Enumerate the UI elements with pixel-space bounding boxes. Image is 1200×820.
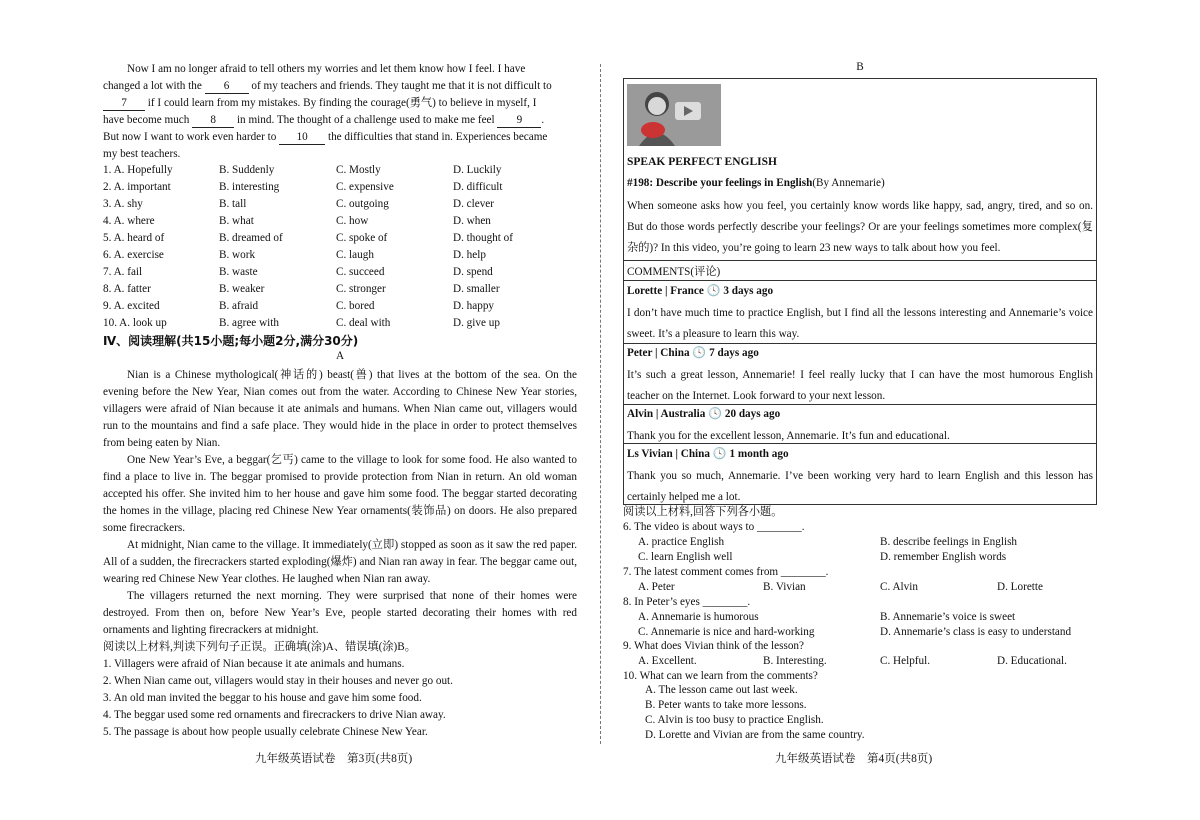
tf-question: 2. When Nian came out, villagers would stay in their houses and never go out. [103, 675, 453, 687]
option-choice[interactable]: 6. A. exercise [103, 249, 164, 261]
option-choice[interactable]: B. interesting [219, 181, 280, 193]
option-row [103, 213, 577, 230]
text: changed a lot with the [103, 80, 202, 92]
comment [627, 446, 1093, 508]
cloze-line: Now I am no longer afraid to tell others my worries and let them know how I feel. I have [127, 63, 526, 75]
text: the difficulties that stand in. Experiences became [327, 131, 548, 143]
part-a-label: A [335, 350, 345, 362]
option-row [103, 179, 577, 196]
option-choice[interactable]: B. agree with [219, 317, 279, 329]
lesson-intro: When someone asks how you feel, you certainly know words like happy, sad, angry, tired, and so on. But do those words perfectly describe your feelings? Or are your feelings sometimes more complex(复杂的)? In this video, you’re going to learn 23 new ways to talk about how you feel. [627, 200, 1093, 254]
option-choice[interactable]: B. weaker [219, 283, 265, 295]
comment-text: I don’t have much time to practice English, but I find all the lessons interesting and Annemarie’s voice sweet. It’s a pleasure to learn this way. [627, 307, 1093, 340]
text: if I could learn from my mistakes. By finding the courage(勇气) to believe in myself, I [147, 97, 537, 109]
blank-9[interactable]: 9 [497, 113, 541, 128]
option-choice[interactable]: C. bored [336, 300, 375, 312]
cloze-line [103, 129, 577, 146]
comment-author: Peter | China [627, 347, 690, 359]
comment-text: Thank you so much, Annemarie. I’ve been working very hard to learn English and this lesson has certainly helped me a lot. [627, 470, 1093, 503]
option-choice[interactable]: D. clever [453, 198, 494, 210]
tf-question: 1. Villagers were afraid of Nian because it ate animals and humans. [103, 658, 405, 670]
option-choice[interactable]: C. how [336, 215, 369, 227]
passage-a [103, 367, 577, 741]
option-choice[interactable]: D. when [453, 215, 491, 227]
q9-option-d[interactable]: D. Educational. [997, 655, 1067, 667]
q10-option-a[interactable]: A. The lesson came out last week. [645, 684, 798, 696]
comments-label: COMMENTS(评论) [627, 266, 721, 278]
cloze-line [103, 95, 577, 112]
option-choice[interactable]: 7. A. fail [103, 266, 143, 278]
q8-stem: 8. In Peter’s eyes ________. [623, 596, 751, 608]
clock-icon: 🕓 [712, 448, 727, 460]
q7-option-b[interactable]: B. Vivian [763, 581, 806, 593]
option-choice[interactable]: B. Suddenly [219, 164, 275, 176]
divider [624, 343, 1096, 344]
q9-option-b[interactable]: B. Interesting. [763, 655, 827, 667]
option-row [103, 264, 577, 281]
q6-option-c[interactable]: C. learn English well [638, 551, 733, 563]
option-choice[interactable]: 5. A. heard of [103, 232, 165, 244]
comment-time: 3 days ago [723, 285, 774, 297]
text: have become much [103, 114, 190, 126]
option-choice[interactable]: D. Luckily [453, 164, 502, 176]
option-choice[interactable]: 3. A. shy [103, 198, 143, 210]
video-page-box [623, 78, 1097, 505]
q9-option-c[interactable]: C. Helpful. [880, 655, 931, 667]
option-choice[interactable]: 1. A. Hopefully [103, 164, 173, 176]
q8-option-d[interactable]: D. Annemarie’s class is easy to understand [880, 626, 1072, 638]
option-choice[interactable]: D. give up [453, 317, 500, 329]
page-footer-left: 九年级英语试卷 第3页(共8页) [255, 753, 413, 765]
comment-text: Thank you for the excellent lesson, Annemarie. It’s fun and educational. [627, 430, 950, 442]
option-choice[interactable]: 8. A. fatter [103, 283, 151, 295]
subtitle-bold: #198: Describe your feelings in English [627, 177, 813, 189]
divider [624, 260, 1096, 261]
text: of my teachers and friends. They taught me that it is not difficult to [251, 80, 552, 92]
option-row [103, 247, 577, 264]
option-row [103, 162, 577, 179]
person-video-icon [627, 84, 721, 146]
part-b-label: B [856, 61, 864, 73]
option-choice[interactable]: C. stronger [336, 283, 386, 295]
video-thumbnail[interactable] [627, 84, 721, 146]
clock-icon: 🕓 [706, 285, 721, 297]
tf-question: 4. The beggar used some red ornaments and firecrackers to drive Nian away. [103, 709, 446, 721]
q6-stem: 6. The video is about ways to ________. [623, 521, 805, 533]
text: in mind. The thought of a challenge used to make me feel [236, 114, 495, 126]
option-choice[interactable]: C. expensive [336, 181, 394, 193]
option-choice[interactable]: C. laugh [336, 249, 374, 261]
section-heading: Ⅳ、阅读理解(共15小题;每小题2分,满分30分) [103, 334, 359, 348]
tf-question: 5. The passage is about how people usually celebrate Chinese New Year. [103, 726, 428, 738]
comment [627, 283, 1093, 345]
option-choice[interactable]: B. work [219, 249, 256, 261]
comment-text: It’s such a great lesson, Annemarie! I feel really lucky that I can have the most humorous English teacher on the Internet. Look forward to your next lesson. [627, 369, 1093, 402]
comment-header [627, 446, 1093, 462]
paragraph: Nian is a Chinese mythological(神话的) beast(兽) that lives at the bottom of the sea. On the evening before the New Year, Nian comes out from the water. According to Chinese New Year stories, villagers were afraid of Nian because it ate animals and humans. When Nian came out, villagers would run to the mountains and find a safe place. They would hide in the place in order to protect themselves from being eaten by Nian. [103, 369, 577, 449]
page-divider [600, 64, 601, 744]
q6-option-d[interactable]: D. remember English words [880, 551, 1007, 563]
q9-option-a[interactable]: A. Excellent. [638, 655, 697, 667]
option-choice[interactable]: 9. A. excited [103, 300, 160, 312]
option-choice[interactable]: C. outgoing [336, 198, 389, 210]
divider [624, 443, 1096, 444]
comment [627, 406, 1093, 447]
option-choice[interactable]: B. what [219, 215, 254, 227]
page-footer-right: 九年级英语试卷 第4页(共8页) [775, 753, 933, 765]
option-row [103, 196, 577, 213]
option-choice[interactable]: D. thought of [453, 232, 513, 244]
comment-author: Lorette | France [627, 285, 704, 297]
cloze-line [103, 78, 577, 95]
option-row [103, 281, 577, 298]
q9-stem: 9. What does Vivian think of the lesson? [623, 640, 804, 652]
option-choice[interactable]: B. tall [219, 198, 247, 210]
option-choice[interactable]: C. Mostly [336, 164, 381, 176]
q10-option-c[interactable]: C. Alvin is too busy to practice English. [645, 714, 824, 726]
option-choice[interactable]: 2. A. important [103, 181, 171, 193]
q7-option-d[interactable]: D. Lorette [997, 581, 1043, 593]
option-choice[interactable]: 4. A. where [103, 215, 155, 227]
option-row [103, 315, 577, 332]
blank-6[interactable]: 6 [205, 79, 249, 94]
option-choice[interactable]: C. spoke of [336, 232, 388, 244]
q6-option-b[interactable]: B. describe feelings in English [880, 536, 1018, 548]
option-choice[interactable]: 10. A. look up [103, 317, 167, 329]
option-choice[interactable]: C. succeed [336, 266, 385, 278]
text: But now I want to work even harder to [103, 131, 277, 143]
clock-icon: 🕓 [692, 347, 707, 359]
comment-header [627, 345, 1093, 361]
option-choice[interactable]: D. happy [453, 300, 495, 312]
option-choice[interactable]: D. spend [453, 266, 493, 278]
option-choice[interactable]: B. waste [219, 266, 258, 278]
option-row [103, 298, 577, 315]
paragraph: At midnight, Nian came to the village. It immediately(立即) stopped as soon as it saw the red paper. All of a sudden, the firecrackers started exploding(爆炸) and Nian ran away in fear. The beggar came out, wearing red Chinese New Year clothes. He laughed when Nian ran away. [103, 539, 577, 585]
text: . [541, 114, 545, 126]
comment-author: Alvin | Australia [627, 408, 706, 420]
comment-author: Ls Vivian | China [627, 448, 710, 460]
q10-stem: 10. What can we learn from the comments? [623, 670, 818, 682]
q10-option-d[interactable]: D. Lorette and Vivian are from the same country. [645, 729, 865, 741]
q7-option-c[interactable]: C. Alvin [880, 581, 918, 593]
lesson-subtitle [627, 177, 885, 189]
option-choice[interactable]: D. smaller [453, 283, 500, 295]
q7-option-a[interactable]: A. Peter [638, 581, 675, 593]
blank-8[interactable]: 8 [192, 113, 234, 128]
comment-time: 1 month ago [729, 448, 789, 460]
cloze-passage [103, 61, 577, 163]
paragraph: The villagers returned the next morning. They were surprised that none of their homes were destroyed. From then on, before New Year’s Eve, people started decorating their homes with red ornaments and lighting firecrackers at midnight. [103, 590, 577, 636]
divider [624, 404, 1096, 405]
cloze-line [103, 112, 577, 129]
q10-option-b[interactable]: B. Peter wants to take more lessons. [645, 699, 807, 711]
comment [627, 345, 1093, 407]
cloze-line: my best teachers. [103, 148, 181, 160]
subtitle-author: (By Annemarie) [812, 177, 885, 189]
option-choice[interactable]: B. afraid [219, 300, 259, 312]
comment-header [627, 406, 1093, 422]
instruction-a: 阅读以上材料,判读下列句子正误。正确填(涂)A、错误填(涂)B。 [103, 641, 416, 653]
q8-option-c[interactable]: C. Annemarie is nice and hard-working [638, 626, 815, 638]
option-choice[interactable]: B. dreamed of [219, 232, 283, 244]
comment-header [627, 283, 1093, 299]
option-choice[interactable]: C. deal with [336, 317, 391, 329]
q6-option-a[interactable]: A. practice English [638, 536, 725, 548]
comment-time: 7 days ago [709, 347, 759, 359]
option-row [103, 230, 577, 247]
tf-question: 3. An old man invited the beggar to his house and gave him some food. [103, 692, 422, 704]
option-choice[interactable]: D. difficult [453, 181, 503, 193]
divider [624, 280, 1096, 281]
blank-10[interactable]: 10 [279, 130, 325, 145]
clock-icon: 🕓 [708, 408, 723, 420]
blank-7[interactable]: 7 [103, 96, 145, 111]
instruction-b: 阅读以上材料,回答下列各小题。 [623, 506, 783, 518]
option-choice[interactable]: D. help [453, 249, 486, 261]
q8-option-a[interactable]: A. Annemarie is humorous [638, 611, 759, 623]
comment-time: 20 days ago [724, 408, 781, 420]
q8-option-b[interactable]: B. Annemarie’s voice is sweet [880, 611, 1016, 623]
paragraph: One New Year’s Eve, a beggar(乞丐) came to the village to look for some food. He also wanted to find a place to live in. The beggar promised to provide protection from Nian in return. An old woman accepted his offer. She invited him to her house and gave him some food. The beggar started decorating the homes in the village, placing red Chinese New Year ornaments(装饰品) on doors. He also prepared some firecrackers. [103, 454, 577, 534]
lesson-title: SPEAK PERFECT ENGLISH [627, 156, 777, 168]
q7-stem: 7. The latest comment comes from ________. [623, 566, 829, 578]
